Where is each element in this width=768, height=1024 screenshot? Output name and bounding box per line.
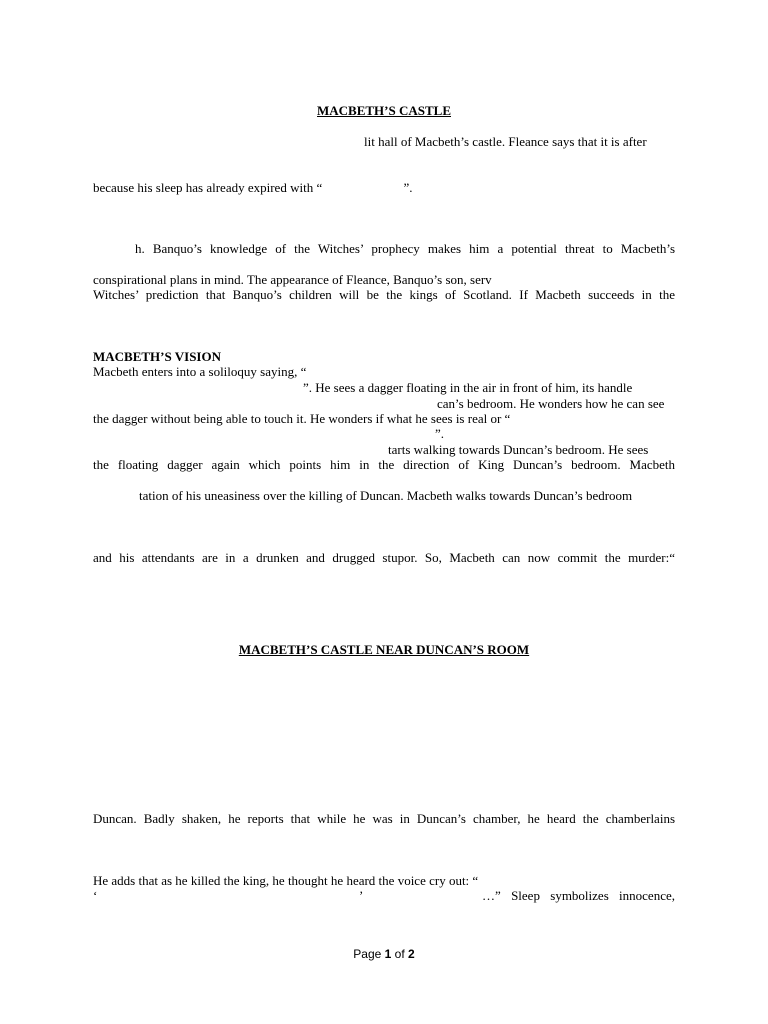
section-heading-macbeths-vision: MACBETH’S VISION (93, 349, 221, 364)
footer-current-page: 1 (384, 947, 392, 961)
paragraph-line: …” Sleep symbolizes innocence, (482, 888, 675, 903)
paragraph-line: lit hall of Macbeth’s castle. Fleance says that it is after (364, 134, 647, 149)
paragraph-line: ”. (435, 426, 445, 441)
paragraph-line: Witches’ prediction that Banquo’s children will be the kings of Scotland. If Macbeth succeeds in the (93, 287, 675, 302)
paragraph-line: h. Banquo’s knowledge of the Witches’ prophecy makes him a potential threat to Macbeth’s (135, 241, 675, 256)
quote-mark: ’ (359, 888, 364, 903)
footer-middle: of (391, 947, 409, 961)
page-number-footer (0, 947, 768, 962)
paragraph-line: tation of his uneasiness over the killing of Duncan. Macbeth walks towards Duncan’s bedroom (139, 488, 633, 503)
paragraph-line: the floating dagger again which points him in the direction of King Duncan’s bedroom. Macbeth (93, 457, 675, 472)
paragraph-line: Duncan. Badly shaken, he reports that while he was in Duncan’s chamber, he heard the chamberlains (93, 811, 675, 826)
quote-mark: ‘ (93, 888, 98, 903)
paragraph-line: ”. He sees a dagger floating in the air in front of him, its handle (303, 380, 633, 395)
footer-prefix: Page (353, 947, 385, 961)
paragraph-line: Macbeth enters into a soliloquy saying, “ (93, 364, 307, 379)
paragraph-line: because his sleep has already expired with “ ”. (93, 180, 413, 195)
paragraph-line: can’s bedroom. He wonders how he can see (437, 396, 665, 411)
footer-total-pages: 2 (408, 947, 415, 961)
paragraph-line: conspirational plans in mind. The appearance of Fleance, Banquo’s son, serv (93, 272, 492, 287)
section-title-castle-near-duncans-room: MACBETH’S CASTLE NEAR DUNCAN’S ROOM (238, 642, 530, 657)
paragraph-line: the dagger without being able to touch it. He wonders if what he sees is real or “ (93, 411, 511, 426)
section-title-macbeths-castle: MACBETH’S CASTLE (317, 103, 451, 118)
paragraph-line: tarts walking towards Duncan’s bedroom. He sees (388, 442, 649, 457)
paragraph-line: and his attendants are in a drunken and drugged stupor. So, Macbeth can now commit the murder:“ (93, 550, 675, 565)
paragraph-line: He adds that as he killed the king, he thought he heard the voice cry out: “ (93, 873, 479, 888)
